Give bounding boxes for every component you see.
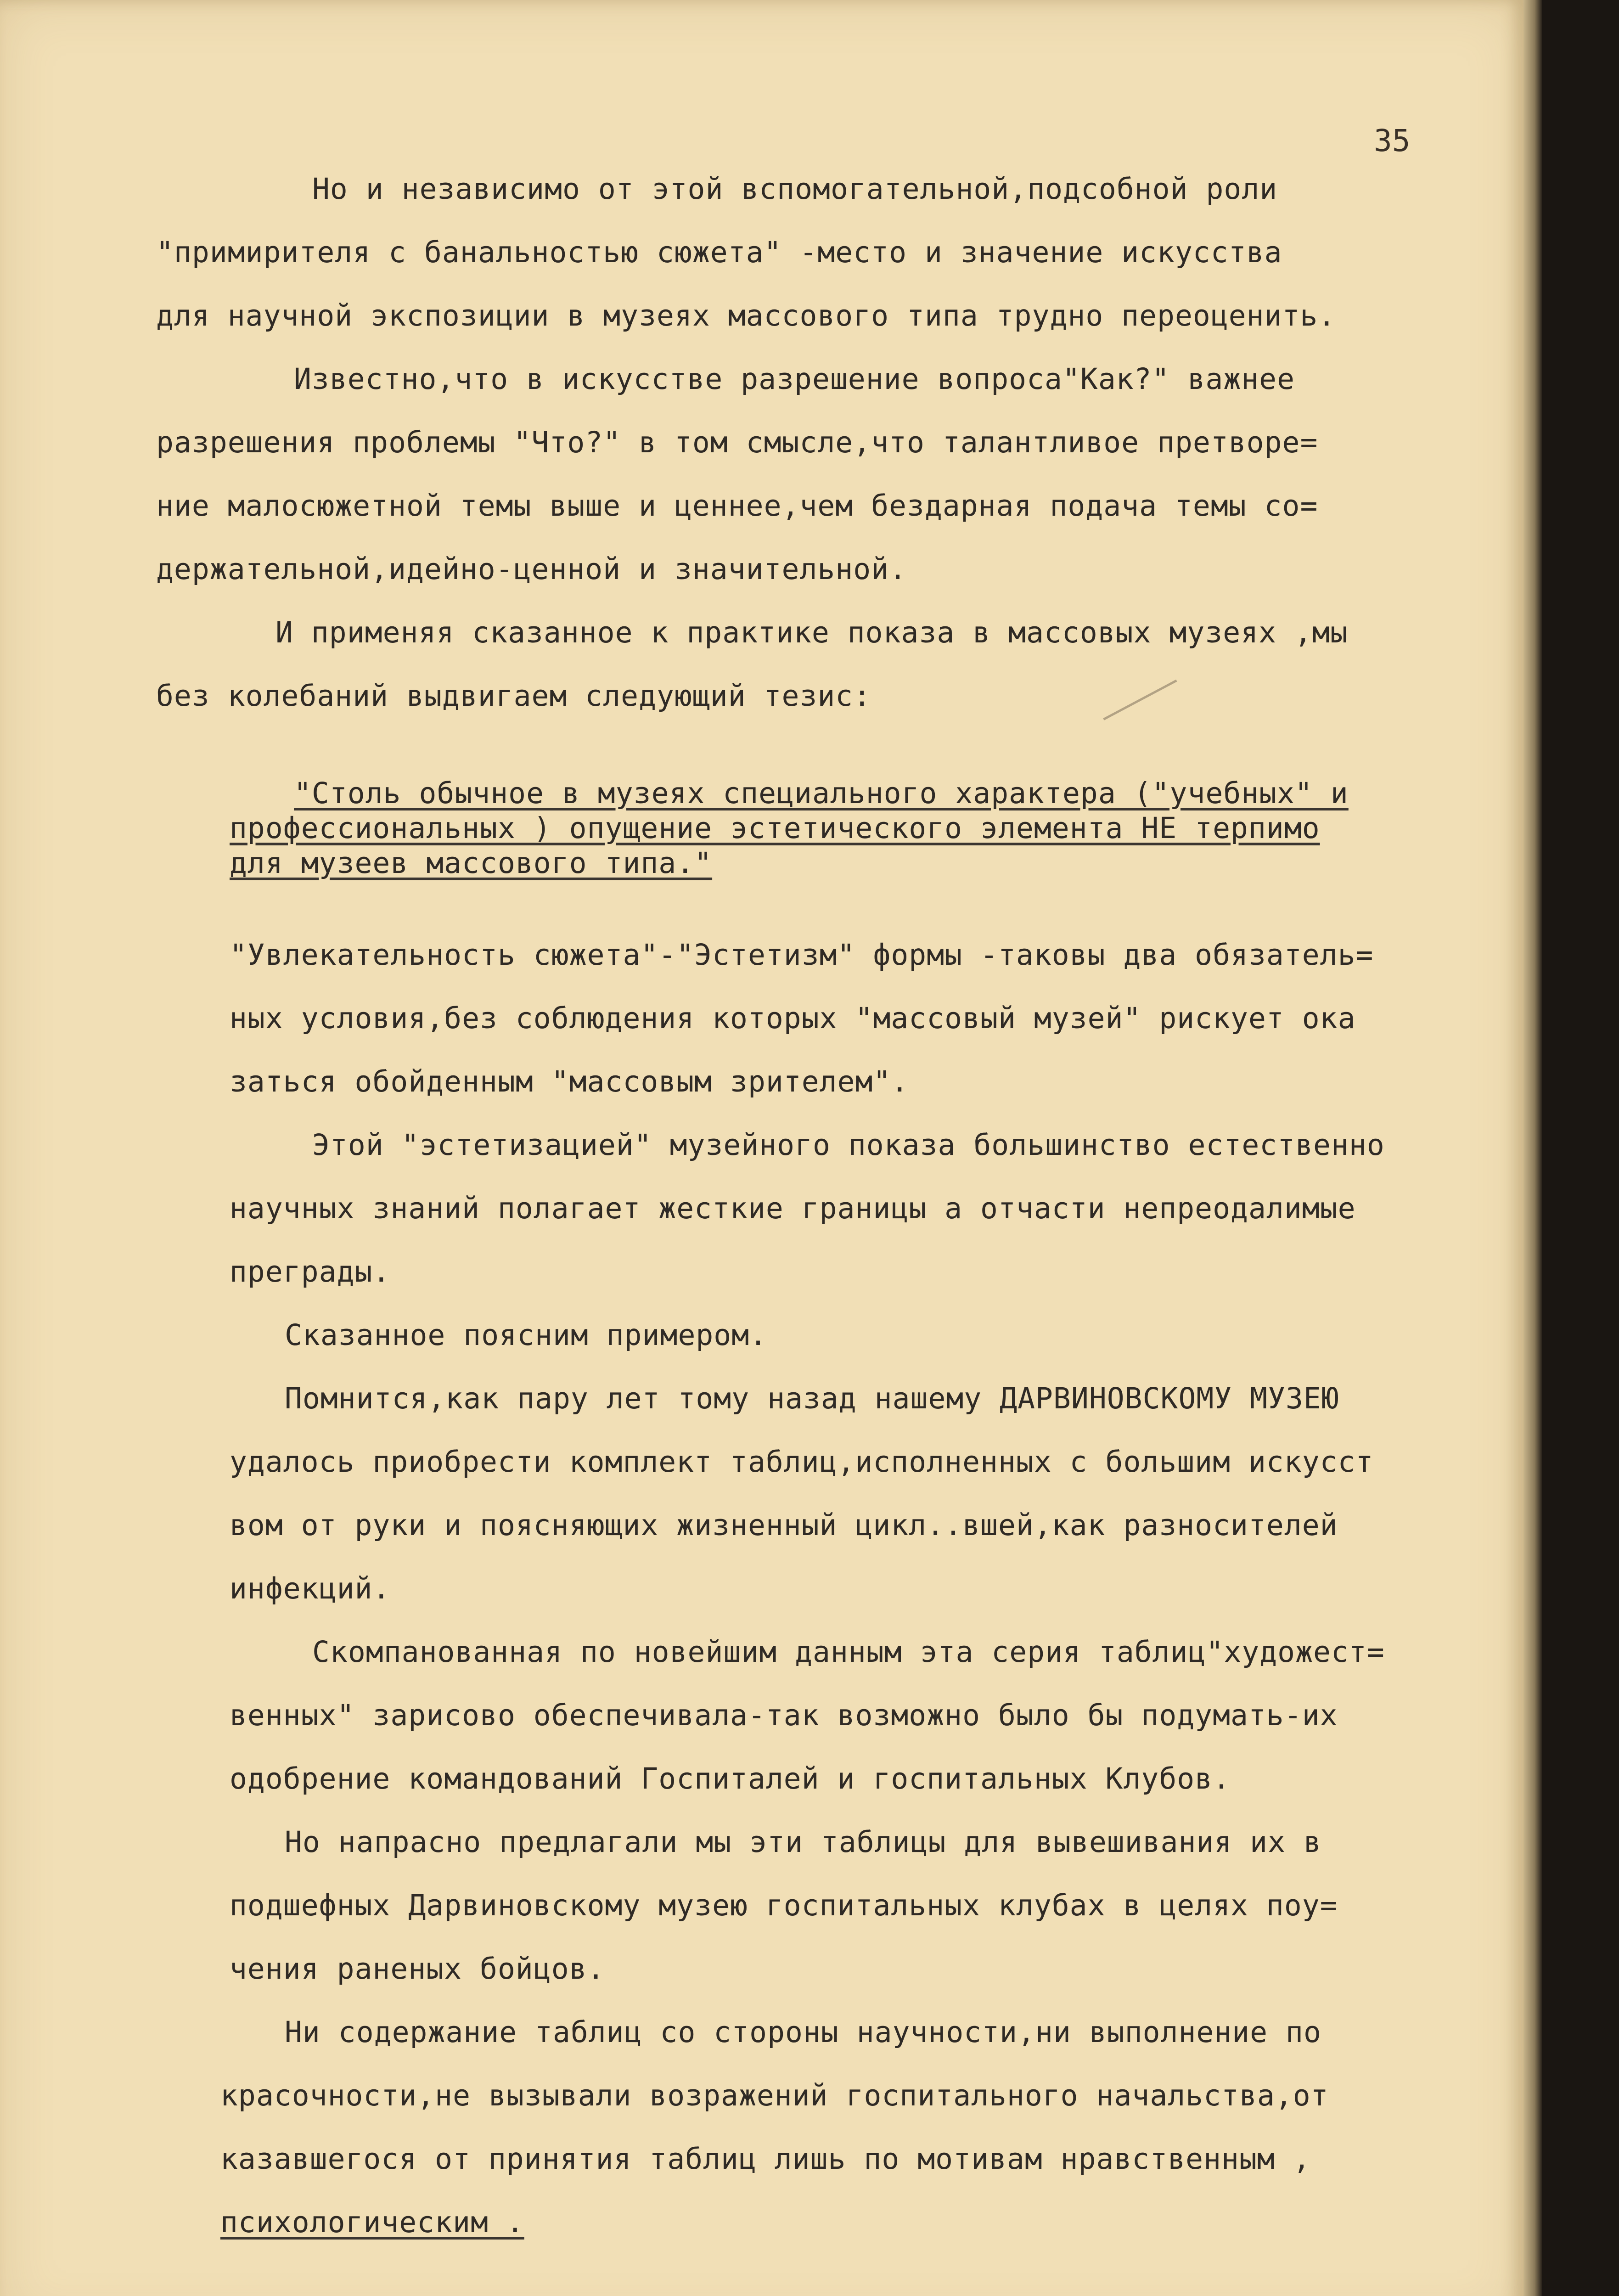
text-line: Известно,что в искусстве разрешение вопроса"Как?" важнее — [294, 362, 1295, 396]
text-line: чения раненых бойцов. — [230, 1952, 605, 1986]
thesis-line: для музеев массового типа." — [230, 846, 713, 880]
thesis-line: профессиональных ) опущение эстетического элемента НЕ терпимо — [230, 811, 1320, 845]
text-line: психологическим . — [220, 2206, 524, 2239]
text-line: вом от руки и поясняющих жизненный цикл..вшей,как разносителей — [230, 1508, 1338, 1542]
text-line: для научной экспозиции в музеях массового типа трудно переоценить. — [156, 299, 1336, 332]
text-line: Ни содержание таблиц со стороны научности,ни выполнение по — [285, 2015, 1321, 2049]
text-line: научных знаний полагает жесткие границы а отчасти непреодалимые — [230, 1192, 1356, 1225]
text-line: держательной,идейно-ценной и значительной. — [156, 552, 907, 586]
text-line: преграды. — [230, 1255, 391, 1289]
text-line: Но и независимо от этой вспомогательной,подсобной роли — [312, 172, 1278, 206]
text-line: Скомпанованная по новейшим данным эта серия таблиц"художест= — [312, 1635, 1385, 1669]
text-line: Но напрасно предлагали мы эти таблицы для вывешивания их в — [285, 1825, 1321, 1859]
text-line: "примирителя с банальностью сюжета" -место и значение искусства — [156, 236, 1282, 269]
text-line: "Увлекательность сюжета"-"Эстетизм" формы -таковы два обязатель= — [230, 938, 1374, 972]
text-line: одобрение командований Госпиталей и госпитальных Клубов. — [230, 1762, 1231, 1795]
text-line: ние малосюжетной темы выше и ценнее,чем бездарная подача темы со= — [156, 489, 1318, 523]
thesis-line: "Столь обычное в музеях специального характера ("учебных" и — [294, 777, 1349, 810]
text-line: заться обойденным "массовым зрителем". — [230, 1065, 909, 1098]
text-line: красочности,не вызывали возражений госпитального начальства,от — [220, 2079, 1329, 2112]
text-line: разрешения проблемы "Что?" в том смысле,что талантливое претворе= — [156, 426, 1318, 459]
text-line: Сказанное поясним примером. — [285, 1318, 768, 1352]
text-line: Этой "эстетизацией" музейного показа большинство естественно — [312, 1128, 1385, 1162]
text-line: без колебаний выдвигаем следующий тезис: — [156, 679, 871, 713]
text-line: удалось приобрести комплект таблиц,исполненных с большим искусст — [230, 1445, 1374, 1479]
text-line: венных" зарисово обеспечивала-так возможно было бы подумать-их — [230, 1699, 1338, 1732]
text-line: казавшегося от принятия таблиц лишь по мотивам нравственным , — [220, 2142, 1311, 2176]
pencil-mark — [1103, 680, 1183, 732]
text-line: инфекций. — [230, 1572, 391, 1605]
page-number: 35 — [1374, 123, 1411, 158]
text-line: ных условия,без соблюдения которых "массовый музей" рискует ока — [230, 1002, 1356, 1035]
text-line: И применяя сказанное к практике показа в массовых музеях ,мы — [275, 616, 1348, 649]
text-line: Помнится,как пару лет тому назад нашему ДАРВИНОВСКОМУ МУЗЕЮ — [285, 1382, 1339, 1415]
text-line: подшефных Дарвиновскому музею госпитальных клубах в целях поу= — [230, 1889, 1338, 1922]
page-edge — [1523, 0, 1542, 2296]
